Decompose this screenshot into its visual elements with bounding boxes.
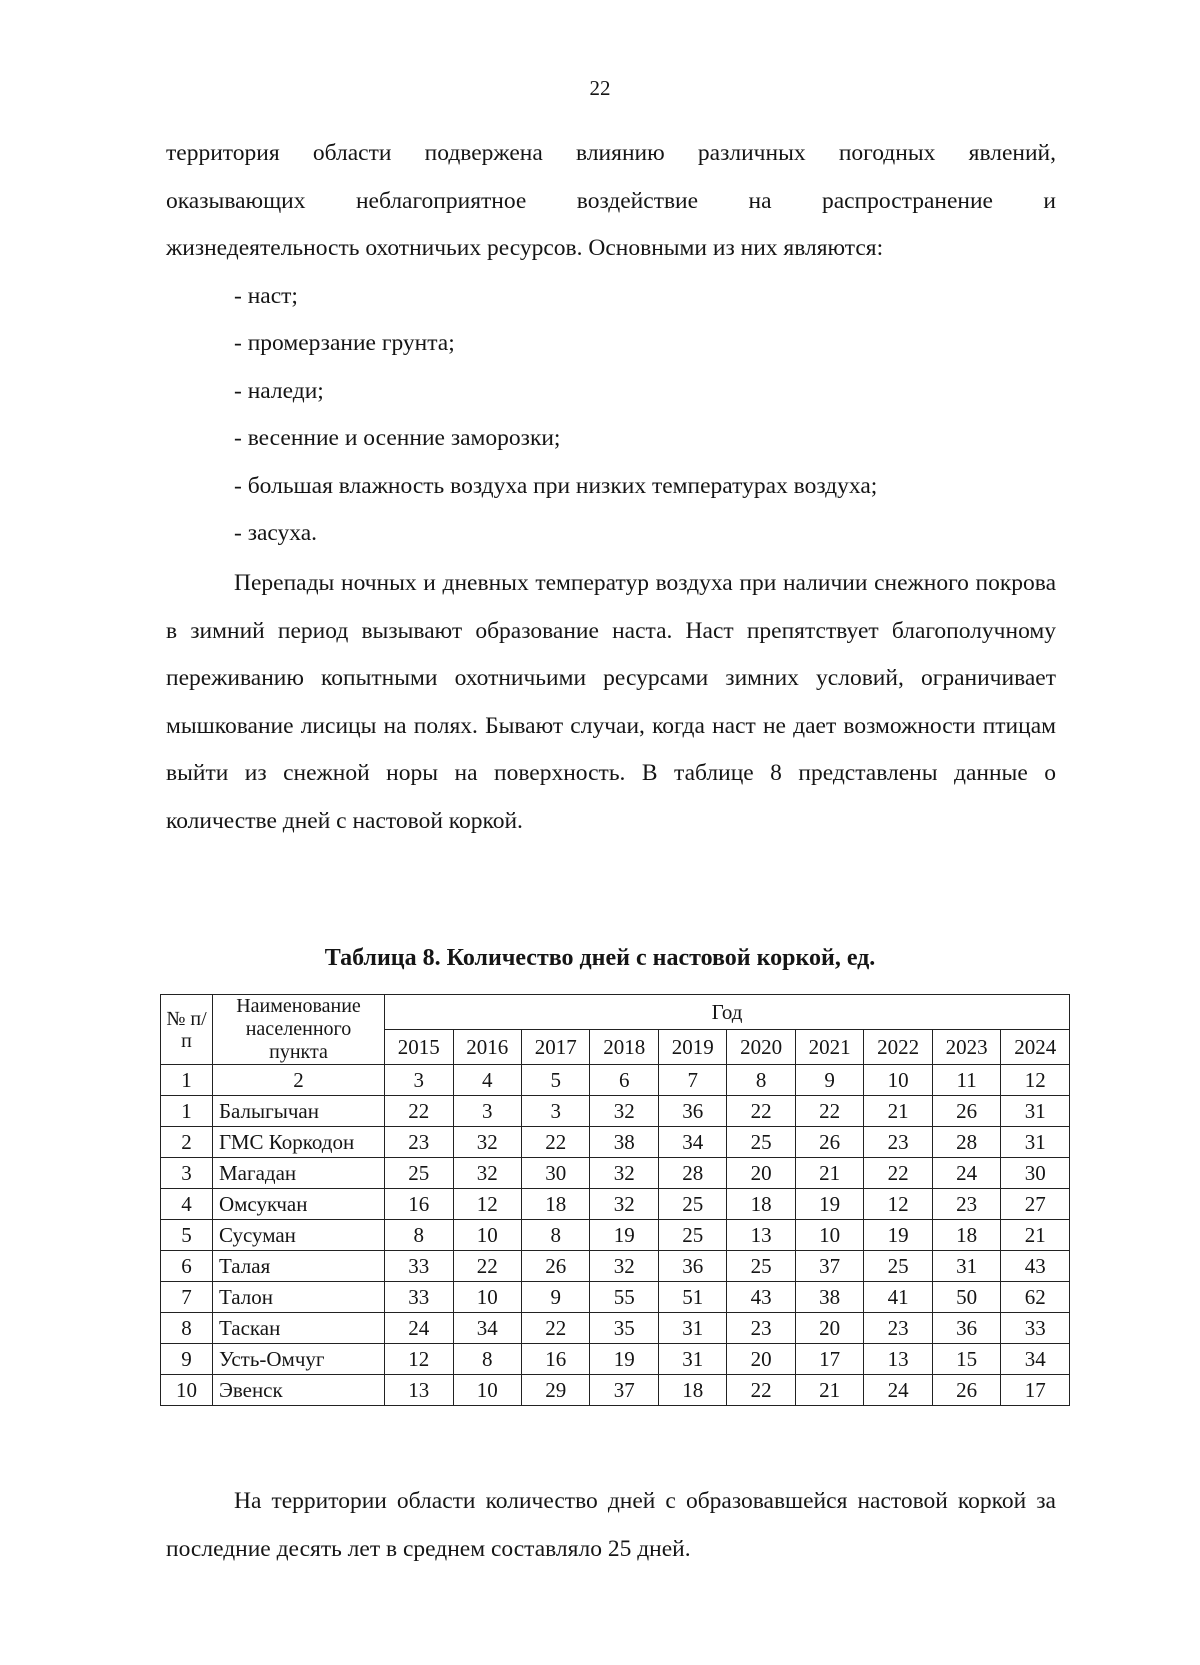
header-year: 2019: [658, 1030, 726, 1065]
value-cell: 8: [453, 1344, 521, 1375]
value-cell: 25: [727, 1251, 795, 1282]
value-cell: 26: [932, 1096, 1000, 1127]
value-cell: 19: [864, 1220, 932, 1251]
value-cell: 32: [590, 1189, 658, 1220]
value-cell: 24: [385, 1313, 453, 1344]
value-cell: 15: [932, 1344, 1000, 1375]
value-cell: 10: [453, 1375, 521, 1406]
table-row: [161, 1282, 1070, 1313]
column-number-cell: 2: [212, 1065, 384, 1096]
value-cell: 32: [453, 1158, 521, 1189]
list-item: - промерзание грунта;: [234, 330, 455, 356]
intro-line: жизнедеятельность охотничьих ресурсов. Основными из них являются:: [166, 235, 884, 261]
weather-phenomena-list: [166, 273, 1056, 558]
value-cell: 43: [1001, 1251, 1070, 1282]
column-number-cell: 8: [727, 1065, 795, 1096]
value-cell: 23: [385, 1127, 453, 1158]
column-number-cell: 11: [932, 1065, 1000, 1096]
value-cell: 8: [521, 1220, 589, 1251]
value-cell: 33: [385, 1251, 453, 1282]
column-number-cell: 1: [161, 1065, 213, 1096]
settlement-name-cell: Магадан: [212, 1158, 384, 1189]
value-cell: 62: [1001, 1282, 1070, 1313]
value-cell: 36: [658, 1251, 726, 1282]
value-cell: 18: [932, 1220, 1000, 1251]
value-cell: 12: [864, 1189, 932, 1220]
row-number-cell: 8: [161, 1313, 213, 1344]
table-column-numbers-row: [161, 1065, 1070, 1096]
value-cell: 24: [932, 1158, 1000, 1189]
value-cell: 19: [795, 1189, 863, 1220]
table-row: [161, 1096, 1070, 1127]
page-number: 22: [589, 76, 611, 100]
value-cell: 34: [1001, 1344, 1070, 1375]
value-cell: 30: [1001, 1158, 1070, 1189]
value-cell: 10: [453, 1220, 521, 1251]
settlement-name-cell: Балыгычан: [212, 1096, 384, 1127]
settlement-name-cell: ГМС Коркодон: [212, 1127, 384, 1158]
value-cell: 17: [1001, 1375, 1070, 1406]
table-header-row: [161, 995, 1070, 1030]
row-number-cell: 7: [161, 1282, 213, 1313]
crust-paragraph: [166, 560, 1056, 845]
header-year-group: Год: [385, 995, 1070, 1030]
value-cell: 23: [727, 1313, 795, 1344]
row-number-cell: 3: [161, 1158, 213, 1189]
value-cell: 25: [727, 1127, 795, 1158]
header-year: 2018: [590, 1030, 658, 1065]
value-cell: 22: [795, 1096, 863, 1127]
column-number-cell: 3: [385, 1065, 453, 1096]
value-cell: 13: [727, 1220, 795, 1251]
header-name: Наименование населенного пункта: [212, 995, 384, 1065]
value-cell: 31: [932, 1251, 1000, 1282]
table-row: [161, 1313, 1070, 1344]
value-cell: 21: [1001, 1220, 1070, 1251]
value-cell: 10: [795, 1220, 863, 1251]
value-cell: 33: [385, 1282, 453, 1313]
value-cell: 31: [658, 1344, 726, 1375]
list-item: - наст;: [234, 282, 298, 309]
value-cell: 36: [658, 1096, 726, 1127]
value-cell: 41: [864, 1282, 932, 1313]
value-cell: 32: [590, 1096, 658, 1127]
value-cell: 37: [795, 1251, 863, 1282]
value-cell: 34: [658, 1127, 726, 1158]
value-cell: 55: [590, 1282, 658, 1313]
row-number-cell: 10: [161, 1375, 213, 1406]
value-cell: 22: [453, 1251, 521, 1282]
value-cell: 9: [521, 1282, 589, 1313]
header-year: 2015: [385, 1030, 453, 1065]
value-cell: 18: [658, 1375, 726, 1406]
value-cell: 3: [521, 1096, 589, 1127]
paragraph-text: На территории области количество дней с образовавшейся настовой коркой за последние десять лет в среднем составляло 25 дней.: [166, 1488, 1056, 1562]
list-item: - весенние и осенние заморозки;: [234, 425, 561, 451]
value-cell: 32: [453, 1127, 521, 1158]
column-number-cell: 12: [1001, 1065, 1070, 1096]
value-cell: 28: [932, 1127, 1000, 1158]
value-cell: 20: [727, 1344, 795, 1375]
column-number-cell: 10: [864, 1065, 932, 1096]
value-cell: 29: [521, 1375, 589, 1406]
value-cell: 23: [864, 1127, 932, 1158]
list-item: - наледи;: [234, 377, 324, 404]
settlement-name-cell: Омсукчан: [212, 1189, 384, 1220]
value-cell: 3: [453, 1096, 521, 1127]
value-cell: 19: [590, 1220, 658, 1251]
header-num: № п/п: [161, 995, 213, 1065]
value-cell: 31: [658, 1313, 726, 1344]
header-year: 2023: [932, 1030, 1000, 1065]
value-cell: 13: [385, 1375, 453, 1406]
value-cell: 23: [864, 1313, 932, 1344]
value-cell: 32: [590, 1158, 658, 1189]
value-cell: 18: [521, 1189, 589, 1220]
value-cell: 18: [727, 1189, 795, 1220]
header-year: 2020: [727, 1030, 795, 1065]
value-cell: 24: [864, 1375, 932, 1406]
row-number-cell: 9: [161, 1344, 213, 1375]
settlement-name-cell: Эвенск: [212, 1375, 384, 1406]
value-cell: 27: [1001, 1189, 1070, 1220]
table-row: [161, 1251, 1070, 1282]
value-cell: 38: [590, 1127, 658, 1158]
settlement-name-cell: Усть-Омчуг: [212, 1344, 384, 1375]
column-number-cell: 5: [521, 1065, 589, 1096]
value-cell: 22: [521, 1127, 589, 1158]
table-row: [161, 1158, 1070, 1189]
value-cell: 10: [453, 1282, 521, 1313]
column-number-cell: 7: [658, 1065, 726, 1096]
header-year: 2024: [1001, 1030, 1070, 1065]
value-cell: 35: [590, 1313, 658, 1344]
row-number-cell: 4: [161, 1189, 213, 1220]
table-row: [161, 1344, 1070, 1375]
value-cell: 31: [1001, 1096, 1070, 1127]
column-number-cell: 9: [795, 1065, 863, 1096]
column-number-cell: 4: [453, 1065, 521, 1096]
value-cell: 22: [727, 1096, 795, 1127]
value-cell: 22: [727, 1375, 795, 1406]
settlement-name-cell: Сусуман: [212, 1220, 384, 1251]
value-cell: 17: [795, 1344, 863, 1375]
header-year: 2017: [521, 1030, 589, 1065]
value-cell: 13: [864, 1344, 932, 1375]
value-cell: 51: [658, 1282, 726, 1313]
row-number-cell: 1: [161, 1096, 213, 1127]
value-cell: 25: [658, 1189, 726, 1220]
value-cell: 21: [795, 1375, 863, 1406]
value-cell: 37: [590, 1375, 658, 1406]
settlement-name-cell: Талая: [212, 1251, 384, 1282]
column-number-cell: 6: [590, 1065, 658, 1096]
list-item: - засуха.: [234, 520, 318, 546]
value-cell: 21: [795, 1158, 863, 1189]
value-cell: 33: [1001, 1313, 1070, 1344]
value-cell: 8: [385, 1220, 453, 1251]
value-cell: 25: [658, 1220, 726, 1251]
intro-block: [166, 130, 1056, 558]
value-cell: 34: [453, 1313, 521, 1344]
value-cell: 22: [385, 1096, 453, 1127]
value-cell: 26: [521, 1251, 589, 1282]
value-cell: 43: [727, 1282, 795, 1313]
table-caption: Таблица 8. Количество дней с настовой коркой, ед.: [324, 945, 876, 971]
table-body: [161, 1096, 1070, 1406]
table-row: [161, 1127, 1070, 1158]
crust-days-table: [160, 994, 1070, 1406]
value-cell: 31: [1001, 1127, 1070, 1158]
summary-paragraph: [166, 1478, 1056, 1573]
value-cell: 22: [864, 1158, 932, 1189]
value-cell: 30: [521, 1158, 589, 1189]
value-cell: 28: [658, 1158, 726, 1189]
row-number-cell: 6: [161, 1251, 213, 1282]
table-row: [161, 1220, 1070, 1251]
value-cell: 25: [385, 1158, 453, 1189]
settlement-name-cell: Таскан: [212, 1313, 384, 1344]
settlement-name-cell: Талон: [212, 1282, 384, 1313]
value-cell: 23: [932, 1189, 1000, 1220]
value-cell: 32: [590, 1251, 658, 1282]
value-cell: 26: [795, 1127, 863, 1158]
header-year: 2021: [795, 1030, 863, 1065]
row-number-cell: 5: [161, 1220, 213, 1251]
value-cell: 36: [932, 1313, 1000, 1344]
list-item: - большая влажность воздуха при низких температурах воздуха;: [234, 472, 878, 499]
value-cell: 20: [727, 1158, 795, 1189]
value-cell: 38: [795, 1282, 863, 1313]
intro-line: оказывающих неблагоприятное воздействие на распространение и: [166, 187, 1056, 214]
value-cell: 20: [795, 1313, 863, 1344]
value-cell: 16: [385, 1189, 453, 1220]
value-cell: 25: [864, 1251, 932, 1282]
value-cell: 50: [932, 1282, 1000, 1313]
value-cell: 21: [864, 1096, 932, 1127]
header-year: 2016: [453, 1030, 521, 1065]
intro-line: территория области подвержена влиянию различных погодных явлений,: [166, 140, 1056, 166]
table-row: [161, 1189, 1070, 1220]
paragraph-text: Перепады ночных и дневных температур воздуха при наличии снежного покрова в зимний период вызывают образование наста. Наст препятствует благополучному переживанию копытными охотничьими ресурсами зимних условий, ограничивает мышкование лисицы на полях. Бывают случаи, когда наст не дает возможности птицам выйти из снежной норы на поверхность. В таблице 8 представлены данные о количестве дней с настовой коркой.: [166, 570, 1056, 834]
value-cell: 22: [521, 1313, 589, 1344]
header-year: 2022: [864, 1030, 932, 1065]
value-cell: 26: [932, 1375, 1000, 1406]
value-cell: 12: [453, 1189, 521, 1220]
value-cell: 19: [590, 1344, 658, 1375]
table-row: [161, 1375, 1070, 1406]
value-cell: 12: [385, 1344, 453, 1375]
value-cell: 16: [521, 1344, 589, 1375]
row-number-cell: 2: [161, 1127, 213, 1158]
